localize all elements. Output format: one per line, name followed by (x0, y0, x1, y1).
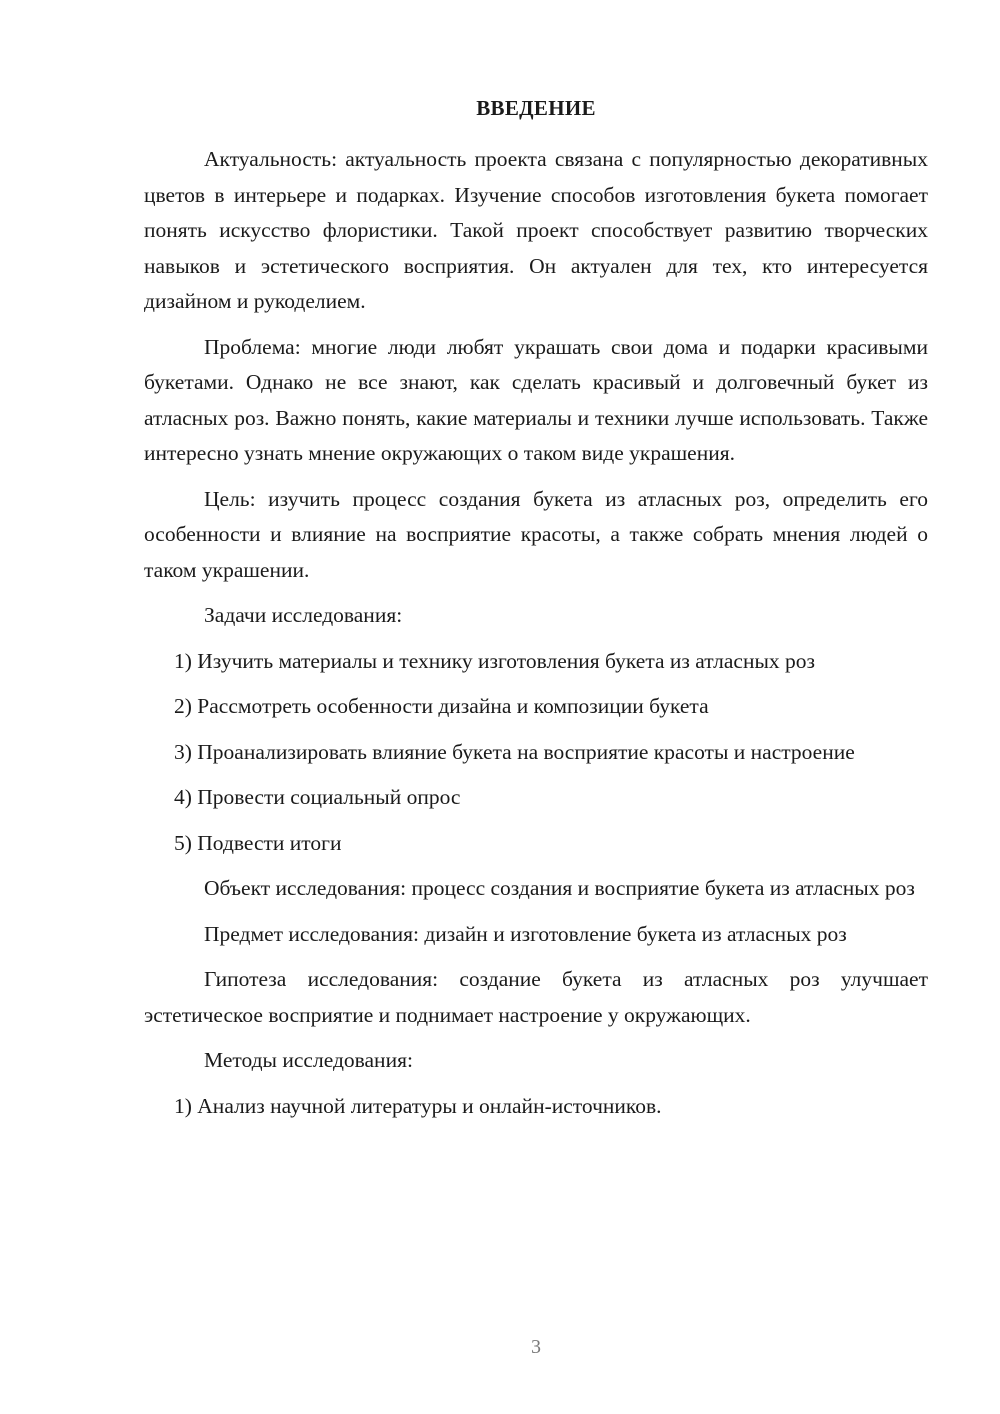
paragraph-problem: Проблема: многие люди любят украшать свои дома и подарки красивыми букетами. Однако не все знают, как сделать красивый и долговечный букет из атласных роз. Важно понять, какие материалы и техники лучше использовать. Также интересно узнать мнение окружающих о таком виде украшения. (144, 334, 928, 465)
paragraph-hypothesis: Гипотеза исследования: создание букета из атласных роз улучшает эстетическое восприятие и поднимает настроение у окружающих. (144, 967, 928, 1027)
task-item-5: 5) Подвести итоги (174, 830, 342, 855)
method-item-1: 1) Анализ научной литературы и онлайн-источников. (174, 1093, 662, 1118)
paragraph-methods-heading: Методы исследования: (204, 1048, 413, 1072)
task-item-1: 1) Изучить материалы и технику изготовления букета из атласных роз (174, 648, 816, 673)
task-item-3: 3) Проанализировать влияние букета на восприятие красоты и настроение (174, 739, 855, 764)
paragraph-subject: Предмет исследования: дизайн и изготовление букета из атласных роз (204, 921, 847, 946)
paragraph-goal: Цель: изучить процесс создания букета из атласных роз, определить его особенности и влияние на восприятие красоты, а также собрать мнения людей о таком украшении. (144, 486, 928, 582)
paragraph-relevance: Актуальность: актуальность проекта связана с популярностью декоративных цветов в интерьере и подарках. Изучение способов изготовления букета помогает понять искусство флористики. Такой проект способствует развитию творческих навыков и эстетического восприятия. Он актуален для тех, кто интересуется дизайном и рукоделием. (144, 147, 928, 313)
page-number: 3 (531, 1336, 541, 1358)
document-body (144, 142, 928, 1134)
paragraph-tasks-heading: Задачи исследования: (204, 603, 403, 627)
task-item-4: 4) Провести социальный опрос (174, 785, 461, 809)
task-item-2: 2) Рассмотреть особенности дизайна и композиции букета (174, 694, 709, 718)
paragraph-object: Объект исследования: процесс создания и восприятие букета из атласных роз (204, 876, 915, 900)
section-title: ВВЕДЕНИЕ (476, 96, 596, 120)
